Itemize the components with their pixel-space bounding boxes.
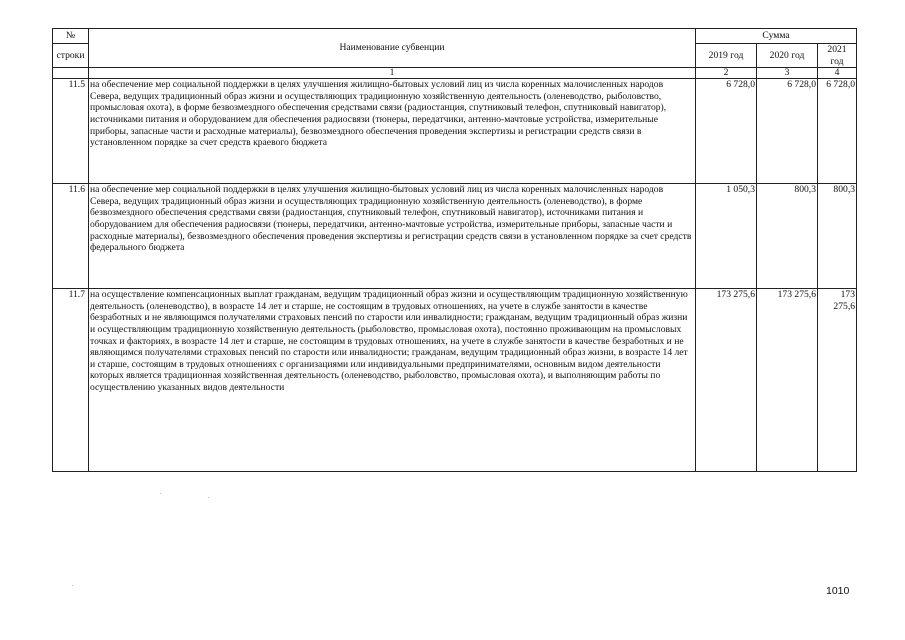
row-number-cell	[53, 184, 89, 289]
row-value-2020: 800,3	[794, 184, 816, 196]
row-value-2020: 173 275,6	[777, 289, 816, 301]
header-sum	[696, 29, 857, 44]
header-row-number-top	[53, 29, 89, 44]
row-value-2021: 800,3	[833, 184, 856, 196]
column-index-4-label: 4	[834, 67, 840, 79]
row-description-cell	[89, 79, 696, 184]
column-index-3-label: 3	[784, 67, 790, 79]
column-index-2-label: 2	[723, 67, 729, 79]
row-value-2021: 6 728,0	[826, 79, 856, 91]
header-row-1	[53, 29, 857, 44]
column-index-1-label: 1	[389, 67, 395, 79]
header-year-2019	[696, 44, 757, 68]
row-description-cell	[89, 289, 696, 472]
row-number: 11.5	[68, 79, 85, 91]
row-value-2020-cell	[757, 79, 818, 184]
row-number: 11.7	[68, 289, 85, 301]
row-value-2019-cell	[696, 79, 757, 184]
row-value-2020-cell	[757, 184, 818, 289]
row-value-2019-cell	[696, 184, 757, 289]
header-row-number-bottom	[53, 44, 89, 68]
subvention-table	[52, 28, 857, 472]
column-index-2	[696, 68, 757, 79]
table-row	[53, 184, 857, 289]
scan-speck	[160, 493, 161, 494]
column-index-1	[89, 68, 696, 79]
header-year-2021	[818, 44, 857, 68]
header-no-symbol: №	[65, 30, 76, 42]
header-year-2020	[757, 44, 818, 68]
column-index-empty	[53, 68, 89, 79]
header-row-label: строки	[56, 49, 85, 61]
header-year-2021-label: 2021 год	[827, 44, 847, 67]
scan-speck	[208, 497, 209, 498]
column-index-3	[757, 68, 818, 79]
row-value-2021: 173 275,6	[833, 289, 856, 312]
page-number: 1010	[826, 585, 850, 597]
header-name-label: Наименование субвенции	[339, 42, 445, 54]
row-number-cell	[53, 79, 89, 184]
row-value-2019: 1 050,3	[726, 184, 755, 196]
row-value-2020: 6 728,0	[787, 79, 816, 91]
header-year-2020-label: 2020 год	[769, 49, 805, 61]
row-value-2021-cell	[818, 289, 857, 472]
row-value-2019: 173 275,6	[716, 289, 755, 301]
row-description: на обеспечение мер социальной поддержки в целях улучшения жилищно-бытовых условий лиц из числа коренных малочисленных народов Севера, ведущих традиционный образ жизни и осуществляющих традиционную хозяйственную деятельность (оленеводство), в форме безвозмездного обеспечения средствами связи (радиостанция, спутниковый телефон, спутниковый навигатор), источниками питания и оборудованием для обеспечения радиосвязи (тюнеры, передатчики, антенно-мачтовые устройства, измерительные приборы, запасные части и расходные материалы), безвозмездного обеспечения проведения экспертизы и регистрации средств связи в установленном порядке за счет средств федерального бюджета	[90, 184, 692, 254]
row-value-2021-cell	[818, 79, 857, 184]
row-number: 11.6	[68, 184, 85, 196]
table-row	[53, 289, 857, 472]
row-value-2021-cell	[818, 184, 857, 289]
scan-speck	[72, 585, 73, 586]
row-number-cell	[53, 289, 89, 472]
row-value-2020-cell	[757, 289, 818, 472]
column-index-4	[818, 68, 857, 79]
header-sum-label: Сумма	[762, 30, 790, 42]
table-row	[53, 79, 857, 184]
header-year-2019-label: 2019 год	[708, 49, 744, 61]
row-description: на обеспечение мер социальной поддержки в целях улучшения жилищно-бытовых условий лиц из числа коренных малочисленных народов Севера, ведущих традиционный образ жизни и осуществляющих традиционную хозяйственную деятельность (оленеводство, рыболовство, промысловая охота), в форме безвозмездного обеспечения средствами связи (радиостанция, спутниковый телефон, спутниковый навигатор), источниками питания и оборудованием для обеспечения радиосвязи (тюнеры, передатчики, антенно-мачтовые устройства, измерительные приборы, запасные части и расходные материалы), безвозмездного обеспечения проведения экспертизы и регистрации средств связи в установленном порядке за счет средств краевого бюджета	[90, 79, 667, 149]
row-description-cell	[89, 184, 696, 289]
header-name	[89, 29, 696, 68]
row-description: на осуществление компенсационных выплат гражданам, ведущим традиционный образ жизни и осуществляющим традиционную хозяйственную деятельность (оленеводство), в возрасте 14 лет и старше, не состоящим в трудовых отношениях, на учете в службе занятости в качестве безработных и не являющимся получателями страховых пенсий по старости или инвалидности; гражданам, ведущим традиционный образ жизни и осуществляющим традиционную хозяйственную деятельность (рыболовство, промысловая охота), постоянно проживающим на промысловых точках и факториях, в возрасте 14 лет и старше, не состоящим в трудовых отношениях, на учете в службе занятости в качестве безработных и не являющимся получателями страховых пенсий по старости или инвалидности; гражданам, ведущим традиционный образ жизни, в возрасте 14 лет и старше, состоящим в трудовых отношениях с организациями или индивидуальными предпринимателями, основным видом деятельности которых является традиционная хозяйственная деятельность (оленеводство, рыболовство, промысловая охота), и выполняющим работы по осуществлению указанных видов деятельности	[90, 289, 688, 393]
row-value-2019-cell	[696, 289, 757, 472]
row-value-2019: 6 728,0	[726, 79, 755, 91]
column-index-row	[53, 68, 857, 79]
